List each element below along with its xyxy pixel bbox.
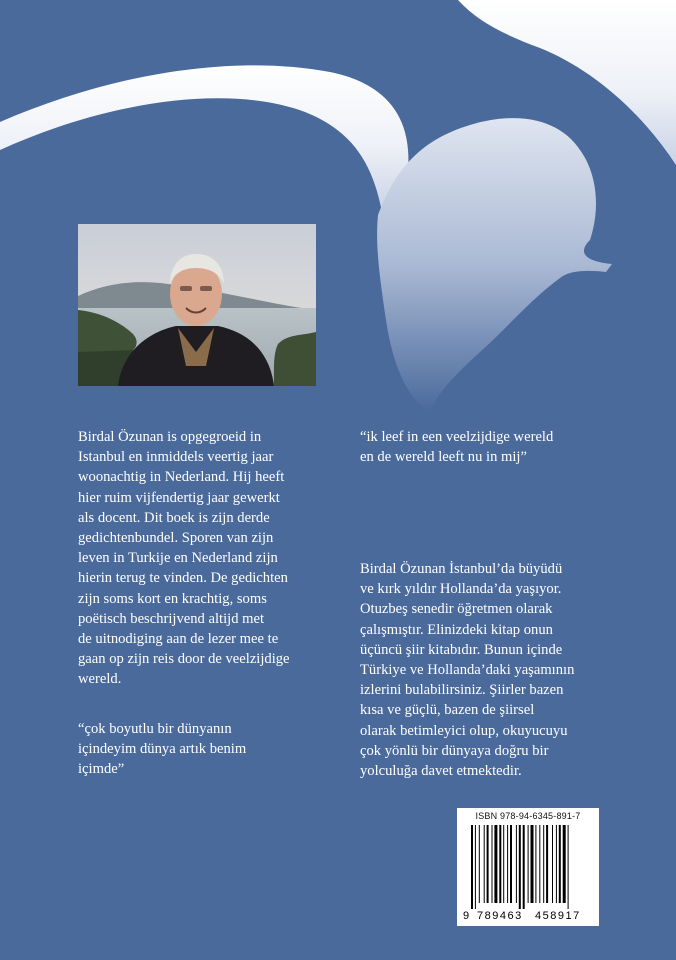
barcode-bar [516,825,517,903]
barcode-bar [503,825,504,903]
turkish-quote: “çok boyutlu bir dünyanın içindeyim dünya artık benim içimde” [78,721,247,778]
isbn-label: ISBN 978-94-6345-891-7 [475,811,581,821]
barcode-bar [528,825,529,903]
barcode-bar [471,825,473,909]
barcode-digits-left: 789463 [477,910,523,921]
barcode-bar [479,825,480,903]
dove-body [377,118,612,412]
barcode-bar [568,825,569,909]
turkish-author-bio: Birdal Özunan İstanbul’da büyüdü ve kırk yıldır Hollanda’da yaşıyor. Otuzbeş senedir öğretmen olarak çalışmıştır. Elinizdeki kitap onun üçüncü şiir kitabıdır. Bunun içinde Türkiye ve Hollanda’daki yaşamının izlerini bulabilirsiniz. Şiirler bazen kısa ve güçlü, bazen de şiirsel olarak betimleyici olup, okuyucuyu çok yönlü bir dünyaya doğru bir yolculuğa davet etmektedir. [360,561,575,780]
barcode-bar [510,825,512,903]
barcode-bars [463,825,593,921]
barcode-bar [523,825,525,909]
barcode-bar [494,825,497,903]
barcode-digits-right: 458917 [535,910,581,921]
barcode-bar [556,825,557,903]
author-portrait-image [78,224,316,386]
barcode-bar [539,825,540,903]
barcode-bar [546,825,548,903]
barcode-bar [475,825,476,909]
dove-left-wing [0,65,408,212]
barcode-bar [492,825,493,903]
barcode-bar [559,825,561,903]
barcode-bar [563,825,566,903]
dutch-quote: “ik leef in een veelzijdige wereld en de wereld leeft nu in mij” [360,429,554,466]
author-photo [78,224,316,386]
barcode-bar [487,825,489,903]
barcode-bar [535,825,536,903]
barcode-bar [531,825,534,903]
barcode-bar [484,825,485,903]
barcode-bar [543,825,544,903]
isbn-barcode [457,808,599,926]
barcode-bar [507,825,508,903]
barcode-bar [499,825,501,903]
barcode-bar [519,825,521,909]
barcode-digit-first: 9 [463,910,470,921]
dutch-author-bio: Birdal Özunan is opgegroeid in Istanbul en inmiddels veertig jaar woonachtig in Nederland. Hij heeft hier ruim vijfendertig jaar gewerkt als docent. Dit boek is zijn derde gedichtenbundel. Sporen van zijn leven in Turkije en Nederland zijn hierin terug te vinden. De gedichten zijn soms kort en krachtig, soms poëtisch beschrijvend altijd met de uitnodiging aan de lezer mee te gaan op zijn reis door de veelzijdige wereld. [78,429,290,688]
barcode-bar [552,825,553,903]
